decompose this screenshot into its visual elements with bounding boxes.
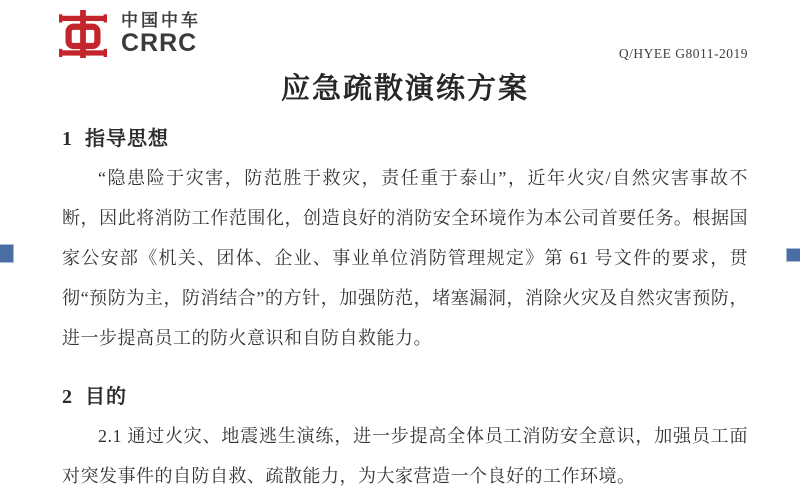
- logo-en-name: CRRC: [121, 29, 198, 57]
- right-margin-marker: [787, 249, 800, 261]
- left-margin-marker: [0, 245, 13, 262]
- doc-title: 应急疏散演练方案: [280, 73, 529, 105]
- section-1-heading: 1 指导思想: [62, 128, 169, 150]
- crrc-logo-text: [121, 12, 201, 56]
- section-2-heading: 2 目的: [62, 386, 127, 408]
- section-2-paragraph: 2.1 通过火灾、地震逃生演练，进一步提高全体员工消防安全意识，加强员工面对突发事件的自防自救、疏散能力，为大家营造一个良好的工作环境。: [62, 426, 748, 486]
- logo-cn-name: 中国中车: [121, 11, 201, 30]
- crrc-train-glyph-icon: [57, 10, 109, 58]
- section-1-paragraph: “隐患险于灾害，防范胜于救灾，责任重于泰山”，近年火灾/自然灾害事故不断，因此将消防工作范围化，创造良好的消防安全环境作为本公司首要任务。根据国家公安部《机关、团体、企业、事业单位消防管理规定》第 61 号文件的要求，贯彻“预防为主，防消结合”的方针，加强防范，堵塞漏洞，消除火灾及自然灾害预防，进一步提高员工的防火意识和自防自救能力。: [62, 168, 748, 348]
- crrc-logo: [57, 10, 201, 58]
- doc-number: Q/HYEE G8011-2019: [618, 46, 748, 61]
